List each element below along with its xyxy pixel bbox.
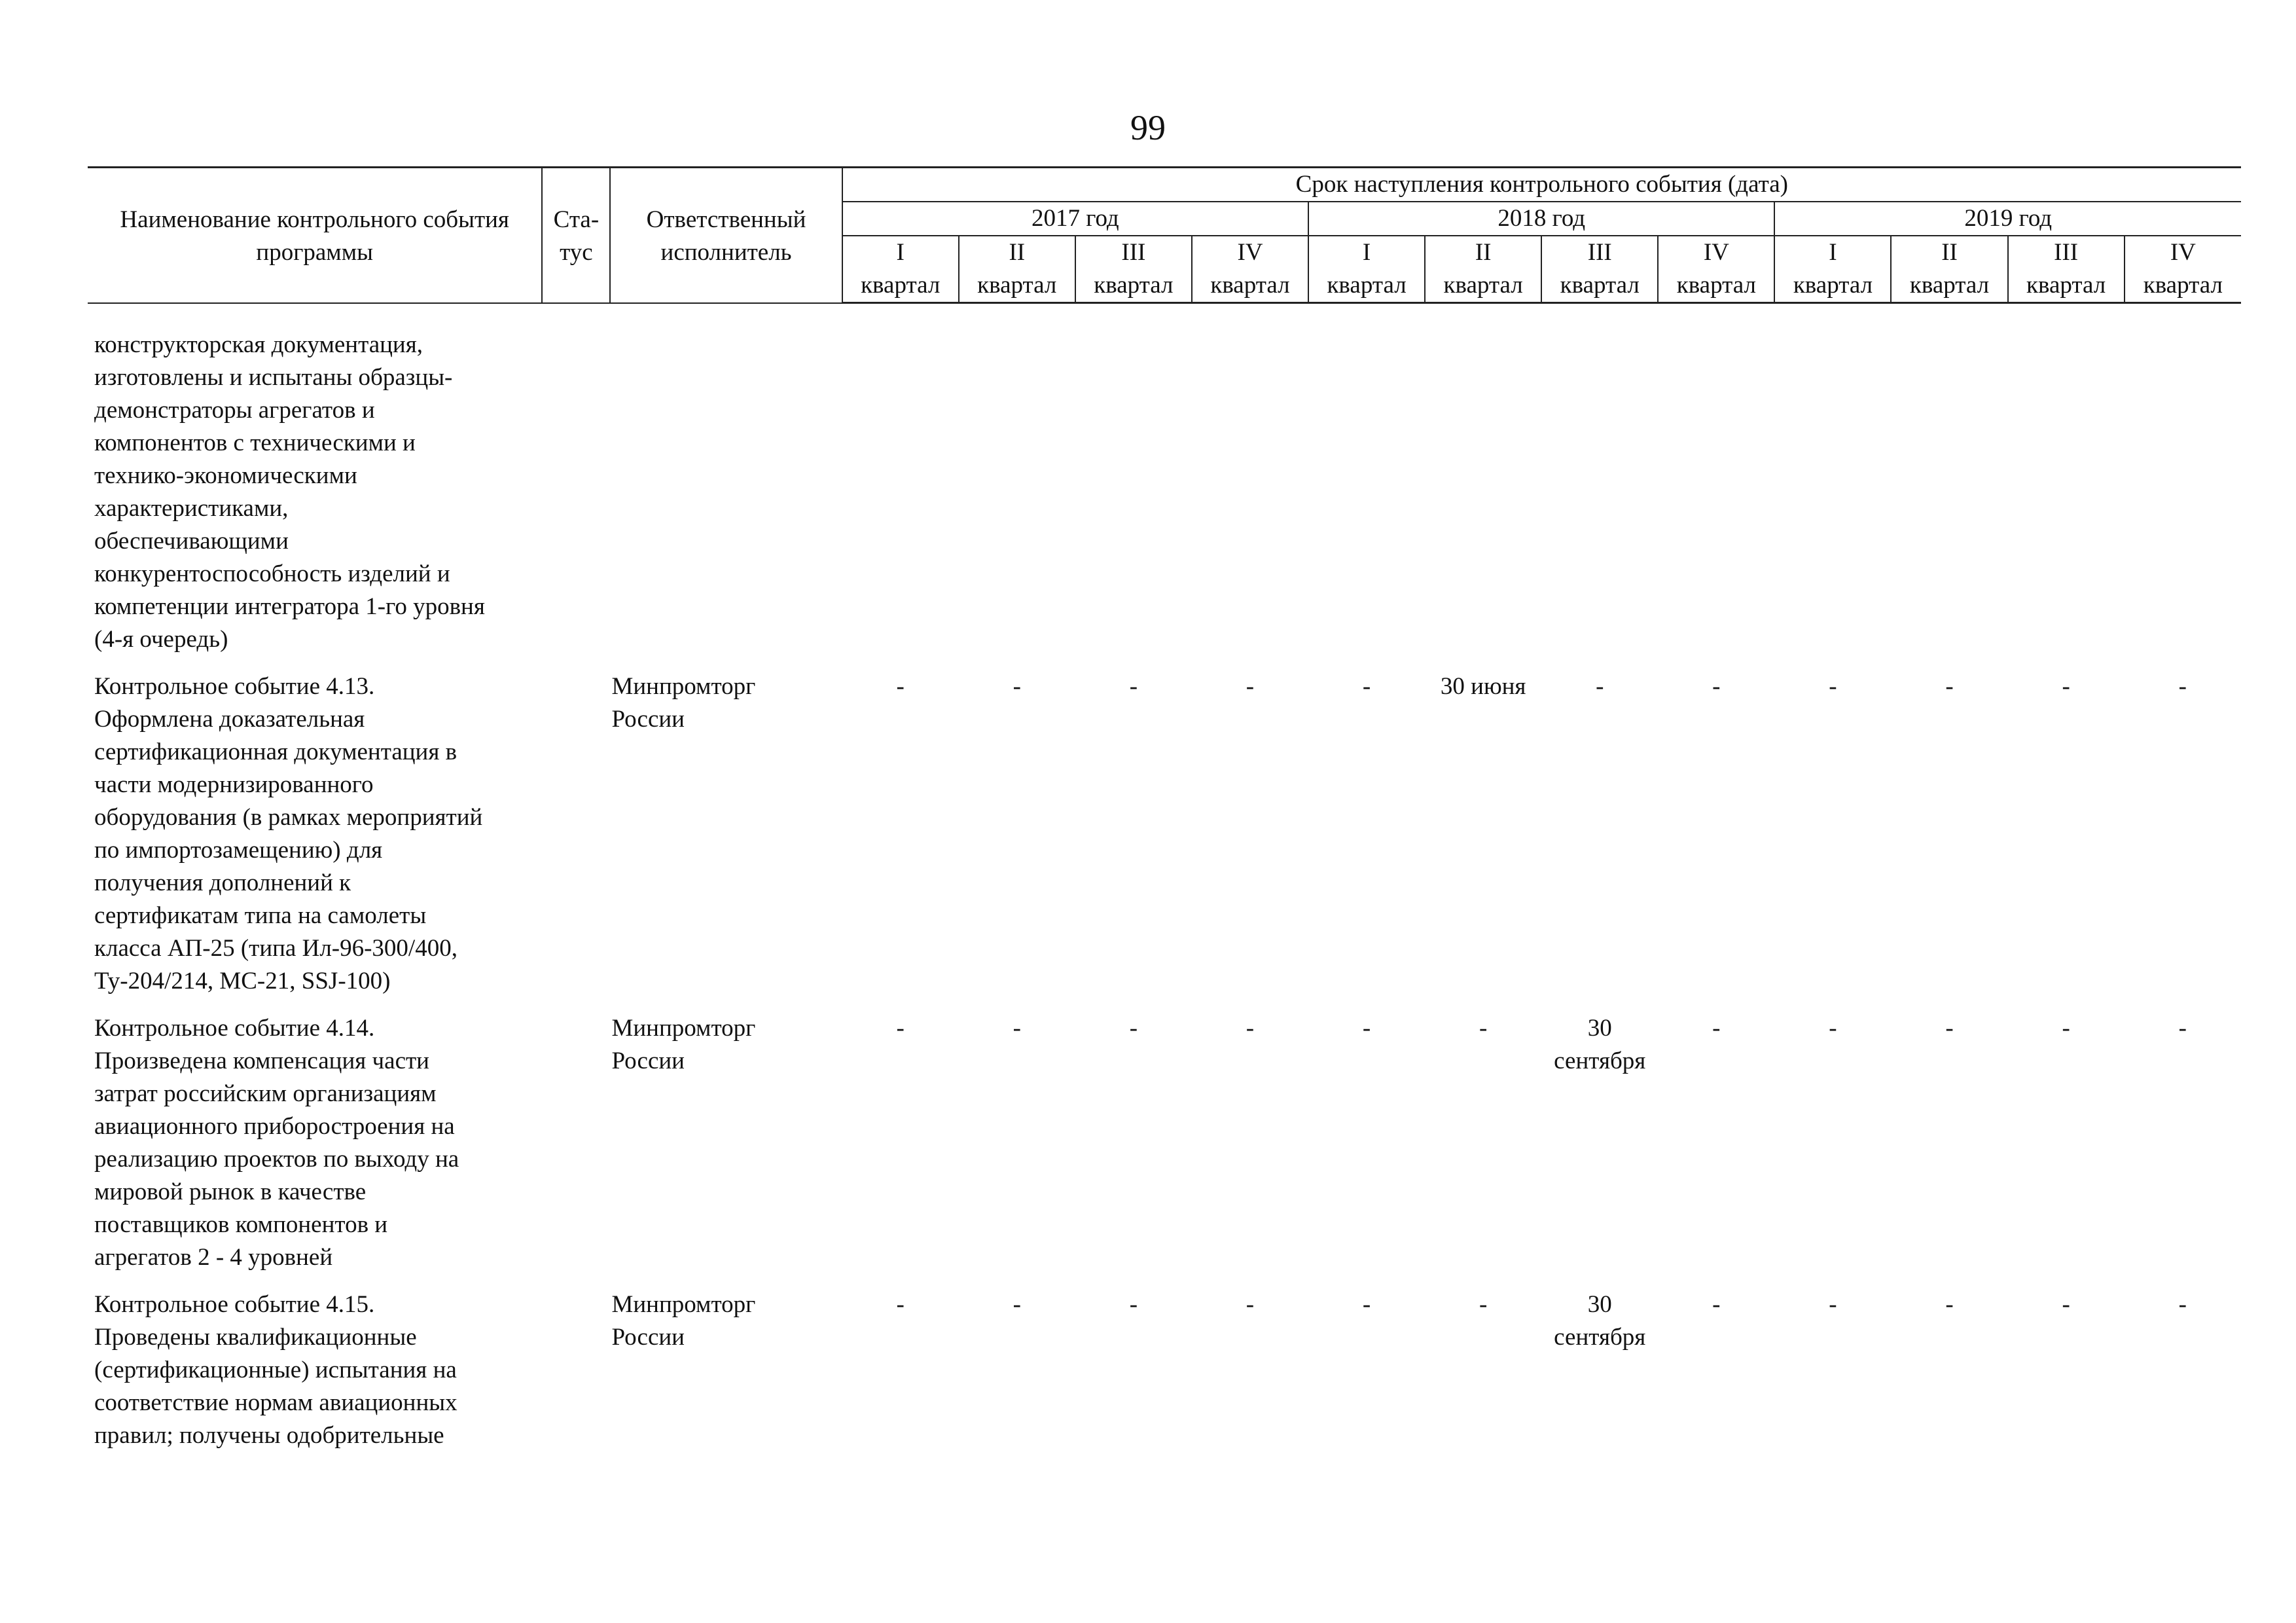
quarter-value: - <box>2178 1015 2187 1042</box>
quarter-value: 30 <box>1587 1015 1612 1042</box>
quarter-value-cell <box>1308 1012 1425 1288</box>
quarter-value-cell <box>1425 670 1541 1012</box>
event-name-line: Ту-204/214, МС-21, SSJ-100) <box>94 968 391 994</box>
quarter-value-cell <box>1891 1288 2007 1467</box>
quarter-word: квартал <box>977 272 1057 299</box>
header-quarter <box>1075 236 1192 303</box>
event-name-line: обеспечивающими <box>94 528 289 555</box>
quarter-word: квартал <box>1210 272 1290 299</box>
table-row <box>88 1012 2241 1288</box>
event-name-line: части модернизированного <box>94 771 374 798</box>
quarter-numeral: IV <box>1703 239 1729 266</box>
header-event-name: Наименование контрольного события программы <box>88 168 542 303</box>
quarter-value: - <box>1246 1015 1255 1042</box>
header-quarter <box>1891 236 2007 303</box>
status-cell <box>542 670 610 1012</box>
event-name-line: технико-экономическими <box>94 462 357 489</box>
event-name-line: конкурентоспособность изделий и <box>94 560 450 587</box>
quarter-value: - <box>1479 1291 1488 1318</box>
event-name-line: реализацию проектов по выходу на <box>94 1146 459 1173</box>
quarter-value: 30 июня <box>1440 673 1526 700</box>
quarter-value-cell <box>2008 329 2125 670</box>
event-name-line: (4-я очередь) <box>94 626 228 653</box>
quarter-value-cell <box>1075 1012 1192 1288</box>
quarter-value-cell <box>959 1012 1075 1288</box>
quarter-value: - <box>1013 1015 1021 1042</box>
header-quarter <box>1192 236 1308 303</box>
quarter-value-cell <box>842 329 959 670</box>
quarter-value-cell <box>1075 1288 1192 1467</box>
table-row <box>88 1288 2241 1467</box>
event-name-line: поставщиков компонентов и <box>94 1211 388 1238</box>
quarter-word: квартал <box>1327 272 1407 299</box>
quarter-value: - <box>1712 673 1721 700</box>
executor-line: России <box>611 706 685 733</box>
event-name-line: класса АП-25 (типа Ил-96-300/400, <box>94 935 457 962</box>
event-name-line: сертификатам типа на самолеты <box>94 902 427 929</box>
header-quarter <box>2125 236 2241 303</box>
quarter-value: - <box>896 673 905 700</box>
quarter-value-cell <box>1774 329 1891 670</box>
table-body <box>88 303 2241 1467</box>
quarter-numeral: II <box>1009 239 1026 266</box>
quarter-value: - <box>1362 1015 1371 1042</box>
quarter-value-cell <box>842 670 959 1012</box>
quarter-value: - <box>1362 673 1371 700</box>
header-quarter <box>959 236 1075 303</box>
quarter-value-cell <box>1658 1012 1774 1288</box>
quarter-value: - <box>1246 673 1255 700</box>
event-name-line: Контрольное событие 4.13. <box>94 673 375 700</box>
quarter-word: квартал <box>861 272 941 299</box>
quarter-numeral: II <box>1941 239 1958 266</box>
quarter-value: - <box>1945 673 1954 700</box>
quarter-value-cell <box>1658 1288 1774 1467</box>
header-quarter <box>1658 236 1774 303</box>
quarter-word: квартал <box>2026 272 2106 299</box>
event-name-line: (сертификационные) испытания на <box>94 1357 457 1383</box>
quarter-value-cell <box>1774 1012 1891 1288</box>
quarter-value: - <box>2062 1291 2070 1318</box>
header-quarter <box>1425 236 1541 303</box>
quarter-numeral: IV <box>2170 239 2196 266</box>
event-name-line: конструкторская документация, <box>94 331 423 358</box>
executor-cell <box>610 329 842 670</box>
quarter-value: сентября <box>1554 1048 1646 1074</box>
header-gap <box>88 303 2241 329</box>
status-cell <box>542 1012 610 1288</box>
quarter-value: - <box>2178 673 2187 700</box>
quarter-word: квартал <box>1676 272 1756 299</box>
quarter-value-cell <box>2008 1288 2125 1467</box>
quarter-value-cell <box>1891 329 2007 670</box>
quarter-value: - <box>1129 1015 1138 1042</box>
quarter-numeral: I <box>1362 239 1371 266</box>
quarter-value-cell <box>2125 329 2241 670</box>
quarter-value-cell <box>1308 1288 1425 1467</box>
quarter-word: квартал <box>1094 272 1174 299</box>
quarter-value: - <box>1945 1015 1954 1042</box>
event-name-line: соответствие нормам авиационных <box>94 1389 457 1416</box>
quarter-value-cell <box>1774 670 1891 1012</box>
quarter-value-cell <box>1425 329 1541 670</box>
quarter-value-cell <box>842 1288 959 1467</box>
header-quarter <box>1774 236 1891 303</box>
quarter-value-cell <box>1192 1288 1308 1467</box>
event-name-line: Проведены квалификационные <box>94 1324 417 1351</box>
quarter-value-cell <box>1541 329 1658 670</box>
quarter-value: - <box>896 1015 905 1042</box>
event-name-line: изготовлены и испытаны образцы- <box>94 364 453 391</box>
header-quarter <box>1541 236 1658 303</box>
quarter-value-cell <box>1192 1012 1308 1288</box>
quarter-value: - <box>1129 673 1138 700</box>
quarter-value: - <box>1013 1291 1021 1318</box>
header-deadline: Срок наступления контрольного события (дата) <box>842 168 2241 202</box>
quarter-value-cell <box>1541 1288 1658 1467</box>
executor-line: Минпромторг <box>611 1015 756 1042</box>
executor-line: Минпромторг <box>611 1291 756 1318</box>
table-header <box>88 168 2241 303</box>
quarter-value-cell <box>1425 1288 1541 1467</box>
event-name-line: получения дополнений к <box>94 869 351 896</box>
quarter-value: - <box>2062 1015 2070 1042</box>
event-name-line: сертификационная документация в <box>94 739 457 765</box>
header-year: 2017 год <box>842 202 1308 236</box>
header-year: 2019 год <box>1774 202 2241 236</box>
quarter-value: - <box>1479 1015 1488 1042</box>
quarter-word: квартал <box>1560 272 1640 299</box>
quarter-value: 30 <box>1587 1291 1612 1318</box>
event-name-line: Контрольное событие 4.15. <box>94 1291 375 1318</box>
quarter-value: - <box>1712 1015 1721 1042</box>
event-name-line: оборудования (в рамках мероприятий <box>94 804 483 831</box>
quarter-value: - <box>1013 673 1021 700</box>
event-name-line: мировой рынок в качестве <box>94 1178 367 1205</box>
quarter-value: - <box>896 1291 905 1318</box>
event-name-line: компонентов с техническими и <box>94 429 416 456</box>
table-row <box>88 670 2241 1012</box>
executor-line: России <box>611 1048 685 1074</box>
quarter-value: - <box>1362 1291 1371 1318</box>
quarter-value-cell <box>842 1012 959 1288</box>
quarter-numeral: I <box>1829 239 1837 266</box>
quarter-value: сентября <box>1554 1324 1646 1351</box>
executor-cell <box>610 1288 842 1467</box>
quarter-value-cell <box>1891 670 2007 1012</box>
header-quarter <box>1308 236 1425 303</box>
quarter-value-cell <box>2008 1012 2125 1288</box>
event-name-line: затрат российским организациям <box>94 1080 437 1107</box>
event-name-line: Произведена компенсация части <box>94 1048 429 1074</box>
quarter-value-cell <box>1541 1012 1658 1288</box>
quarter-value-cell <box>2008 670 2125 1012</box>
executor-line: России <box>611 1324 685 1351</box>
table-row <box>88 329 2241 670</box>
quarter-value-cell <box>959 670 1075 1012</box>
executor-cell <box>610 670 842 1012</box>
quarter-numeral: I <box>896 239 905 266</box>
control-events-table <box>88 166 2241 1467</box>
quarter-value-cell <box>1308 670 1425 1012</box>
quarter-numeral: III <box>2054 239 2079 266</box>
quarter-value-cell <box>959 329 1075 670</box>
event-name-line: Контрольное событие 4.14. <box>94 1015 375 1042</box>
event-name-line: авиационного приборостроения на <box>94 1113 455 1140</box>
status-cell <box>542 329 610 670</box>
quarter-value: - <box>1829 1015 1837 1042</box>
quarter-value: - <box>1829 1291 1837 1318</box>
quarter-value-cell <box>1774 1288 1891 1467</box>
quarter-value-cell <box>2125 670 2241 1012</box>
page-number: 99 <box>1130 108 1166 147</box>
quarter-value-cell <box>1308 329 1425 670</box>
event-name-cell <box>88 329 542 670</box>
executor-cell <box>610 1012 842 1288</box>
quarter-word: квартал <box>1793 272 1873 299</box>
event-name-line: Оформлена доказательная <box>94 706 365 733</box>
header-executor: Ответственный исполнитель <box>610 168 842 303</box>
event-name-line: агрегатов 2 - 4 уровней <box>94 1244 333 1271</box>
quarter-value-cell <box>1192 670 1308 1012</box>
quarter-word: квартал <box>1909 272 1990 299</box>
quarter-value-cell <box>2125 1288 2241 1467</box>
quarter-value-cell <box>1658 670 1774 1012</box>
status-cell <box>542 1288 610 1467</box>
event-name-line: характеристиками, <box>94 495 289 522</box>
quarter-value: - <box>1129 1291 1138 1318</box>
quarter-value: - <box>2178 1291 2187 1318</box>
header-status: Ста- тус <box>542 168 610 303</box>
quarter-value-cell <box>959 1288 1075 1467</box>
quarter-value: - <box>1246 1291 1255 1318</box>
quarter-value: - <box>1945 1291 1954 1318</box>
quarter-value: - <box>1596 673 1604 700</box>
event-name-line: правил; получены одобрительные <box>94 1422 444 1449</box>
event-name-line: по импортозамещению) для <box>94 837 383 864</box>
event-name-cell <box>88 670 542 1012</box>
event-name-cell <box>88 1288 542 1467</box>
event-name-cell <box>88 1012 542 1288</box>
quarter-numeral: IV <box>1237 239 1263 266</box>
quarter-value: - <box>1829 673 1837 700</box>
quarter-value-cell <box>1192 329 1308 670</box>
quarter-value-cell <box>1891 1012 2007 1288</box>
quarter-value-cell <box>1658 329 1774 670</box>
header-year: 2018 год <box>1308 202 1774 236</box>
quarter-value: - <box>1712 1291 1721 1318</box>
quarter-value: - <box>2062 673 2070 700</box>
quarter-word: квартал <box>2143 272 2223 299</box>
quarter-numeral: III <box>1121 239 1146 266</box>
quarter-value-cell <box>1425 1012 1541 1288</box>
event-name-line: демонстраторы агрегатов и <box>94 397 375 424</box>
quarter-value-cell <box>2125 1012 2241 1288</box>
quarter-word: квартал <box>1443 272 1523 299</box>
executor-line: Минпромторг <box>611 673 756 700</box>
quarter-numeral: II <box>1475 239 1492 266</box>
event-name-line: компетенции интегратора 1-го уровня <box>94 593 485 620</box>
header-quarter <box>2008 236 2125 303</box>
quarter-numeral: III <box>1587 239 1612 266</box>
header-quarter <box>842 236 959 303</box>
quarter-value-cell <box>1075 329 1192 670</box>
quarter-value-cell <box>1075 670 1192 1012</box>
quarter-value-cell <box>1541 670 1658 1012</box>
